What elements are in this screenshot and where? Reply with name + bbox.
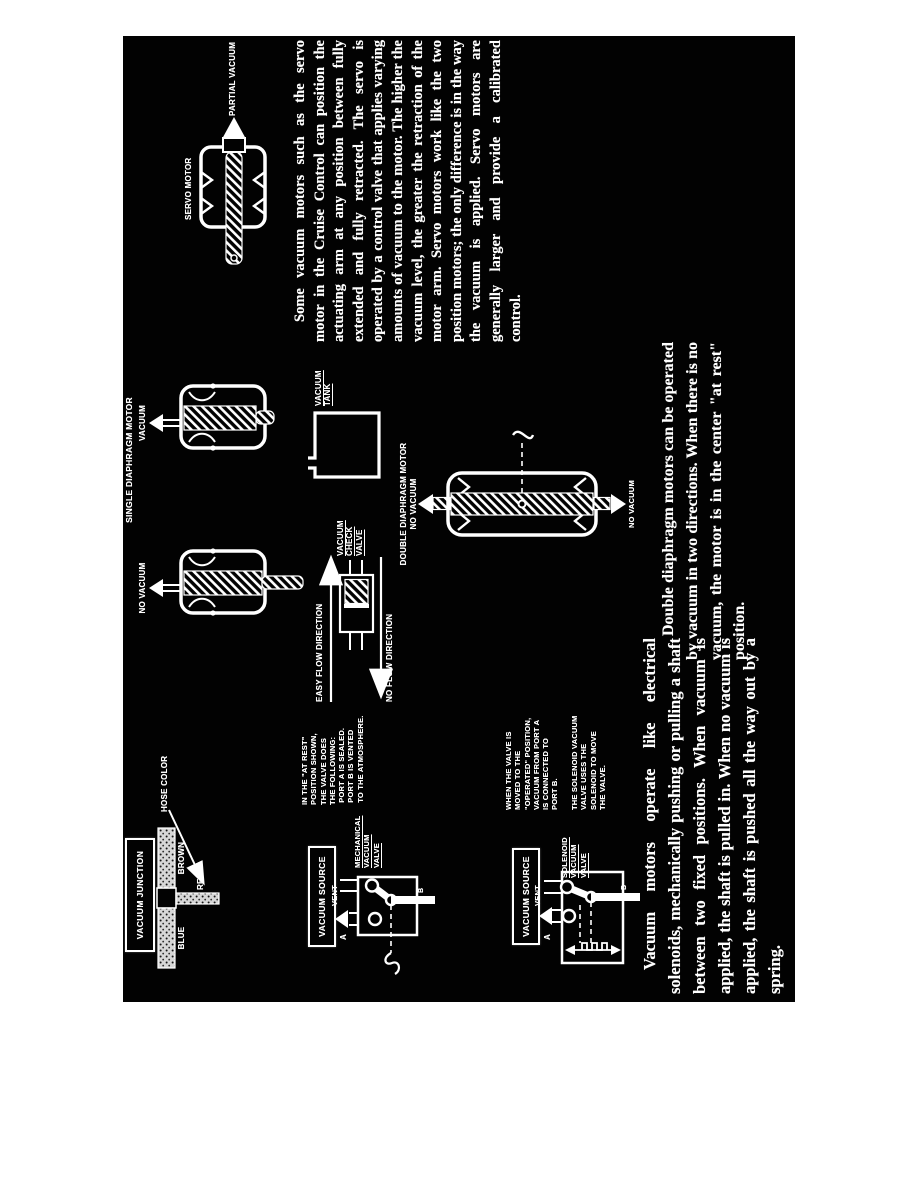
partial-vacuum-arrow-icon bbox=[222, 117, 246, 139]
servo-motor-label: SERVO MOTOR bbox=[184, 157, 193, 220]
mechanical-valve-figure bbox=[335, 862, 447, 977]
vacuum-junction-title-box: VACUUM JUNCTION bbox=[125, 838, 155, 952]
mechanical-vent-label: VENT bbox=[330, 884, 339, 906]
single-diaphragm-title: SINGLE DIAPHRAGM MOTOR bbox=[124, 397, 134, 523]
vacuum-motor-paragraph: Vacuum motors operate like electrical solenoids, mechanically pushing or pulling a shaft between two fixed positions. When vacuum is applied, the shaft is pulled in. When no vacuum is applied, the shaft is pushed all the way out by a spring. bbox=[640, 638, 784, 994]
solenoid-valve-figure bbox=[538, 862, 650, 977]
vacuum-arrow-icon bbox=[149, 414, 163, 432]
red-hose bbox=[176, 893, 219, 904]
single-motor-no-vacuum-figure bbox=[149, 542, 307, 622]
no-vacuum-label: NO VACUUM bbox=[138, 562, 147, 614]
brown-hose bbox=[158, 828, 175, 888]
solenoid-port-b-label: B bbox=[621, 884, 628, 890]
check-valve-label: VACUUM CHECK VALVE bbox=[336, 520, 364, 556]
up-arrow-icon bbox=[418, 494, 433, 514]
double-motor-paragraph: Double diaphragm motors can be operated by vacuum in two directions. When there is no vacuum, the motor is in the center "at rest" position. bbox=[660, 342, 749, 660]
double-motor-no-vacuum-top: NO VACUUM bbox=[408, 478, 418, 530]
solenoid-valve-caption-1: WHEN THE VALVE IS MOVED TO THE "OPERATED" POSITION, VACUUM FROM PORT A IS CONNECTED TO PORT B. bbox=[504, 717, 560, 810]
partial-vacuum-label: PARTIAL VACUUM bbox=[228, 41, 237, 116]
double-diaphragm-motor-figure bbox=[416, 417, 628, 547]
servo-motor-figure bbox=[195, 112, 273, 272]
solenoid-vacuum-source-box: VACUUM SOURCE bbox=[512, 848, 540, 945]
solenoid-valve-caption-2: THE SOLENOID VACUUM VALVE USES THE SOLENOID TO MOVE THE VALVE. bbox=[570, 715, 607, 810]
mechanical-valve-label: MECHANICAL VACUUM VALVE bbox=[353, 815, 381, 868]
blue-label: BLUE bbox=[177, 926, 186, 950]
single-motor-vacuum-figure bbox=[149, 377, 279, 457]
solenoid-valve-label: SOLENOID VACUUM VALVE bbox=[560, 837, 588, 878]
solenoid-port-a-label: A bbox=[543, 933, 552, 940]
no-flow-label: NO FLOW DIRECTION bbox=[385, 613, 394, 702]
vacuum-arrow-icon bbox=[149, 579, 163, 597]
easy-flow-label: EASY FLOW DIRECTION bbox=[315, 603, 324, 702]
port-a-arrow-icon bbox=[335, 910, 348, 928]
port-a-arrow-icon bbox=[539, 907, 552, 925]
mechanical-valve-caption: IN THE "AT REST" POSITION SHOWN, THE VALVE DOES THE FOLLOWING: PORT A IS SEALED. PORT B IS VENTED TO THE ATMOSPHERE. bbox=[300, 715, 365, 805]
solenoid-coil-icon bbox=[582, 943, 607, 950]
manual-page bbox=[123, 36, 795, 1002]
red-label: RED bbox=[196, 872, 205, 890]
down-arrow-icon bbox=[611, 494, 626, 514]
spring-squiggle bbox=[385, 953, 399, 974]
brown-label: BROWN bbox=[177, 841, 186, 875]
vacuum-label: VACUUM bbox=[138, 405, 147, 442]
vacuum-tank-label: VACUUM TANK bbox=[314, 370, 333, 406]
servo-paragraph: Some vacuum motors such as the servo motor in the Cruise Control can position the actuating arm at any position between fully extended and fully retracted. The servo is operated by a control valve that applies varying amounts of vacuum to the motor. The higher the vacuum level, the greater the retraction of the motor arm. Servo motors work like the two position motors; the only difference is in the way the vacuum is applied. Servo motors are generally larger and provide a calibrated control. bbox=[292, 40, 524, 342]
linkage-squiggle bbox=[513, 432, 533, 438]
solenoid-vent-label: VENT bbox=[533, 884, 542, 906]
vacuum-tank-figure bbox=[306, 410, 382, 482]
mechanical-vacuum-source-box: VACUUM SOURCE bbox=[308, 846, 336, 947]
blue-hose bbox=[158, 908, 175, 968]
double-motor-title: DOUBLE DIAPHRAGM MOTOR bbox=[399, 442, 408, 566]
mechanical-port-b-label: B bbox=[418, 887, 425, 893]
tee-fitting bbox=[157, 888, 176, 908]
double-motor-no-vacuum-bottom: NO VACUUM bbox=[627, 480, 636, 528]
mechanical-port-a-label: A bbox=[339, 933, 348, 940]
hose-color-label: HOSE COLOR bbox=[160, 755, 169, 812]
